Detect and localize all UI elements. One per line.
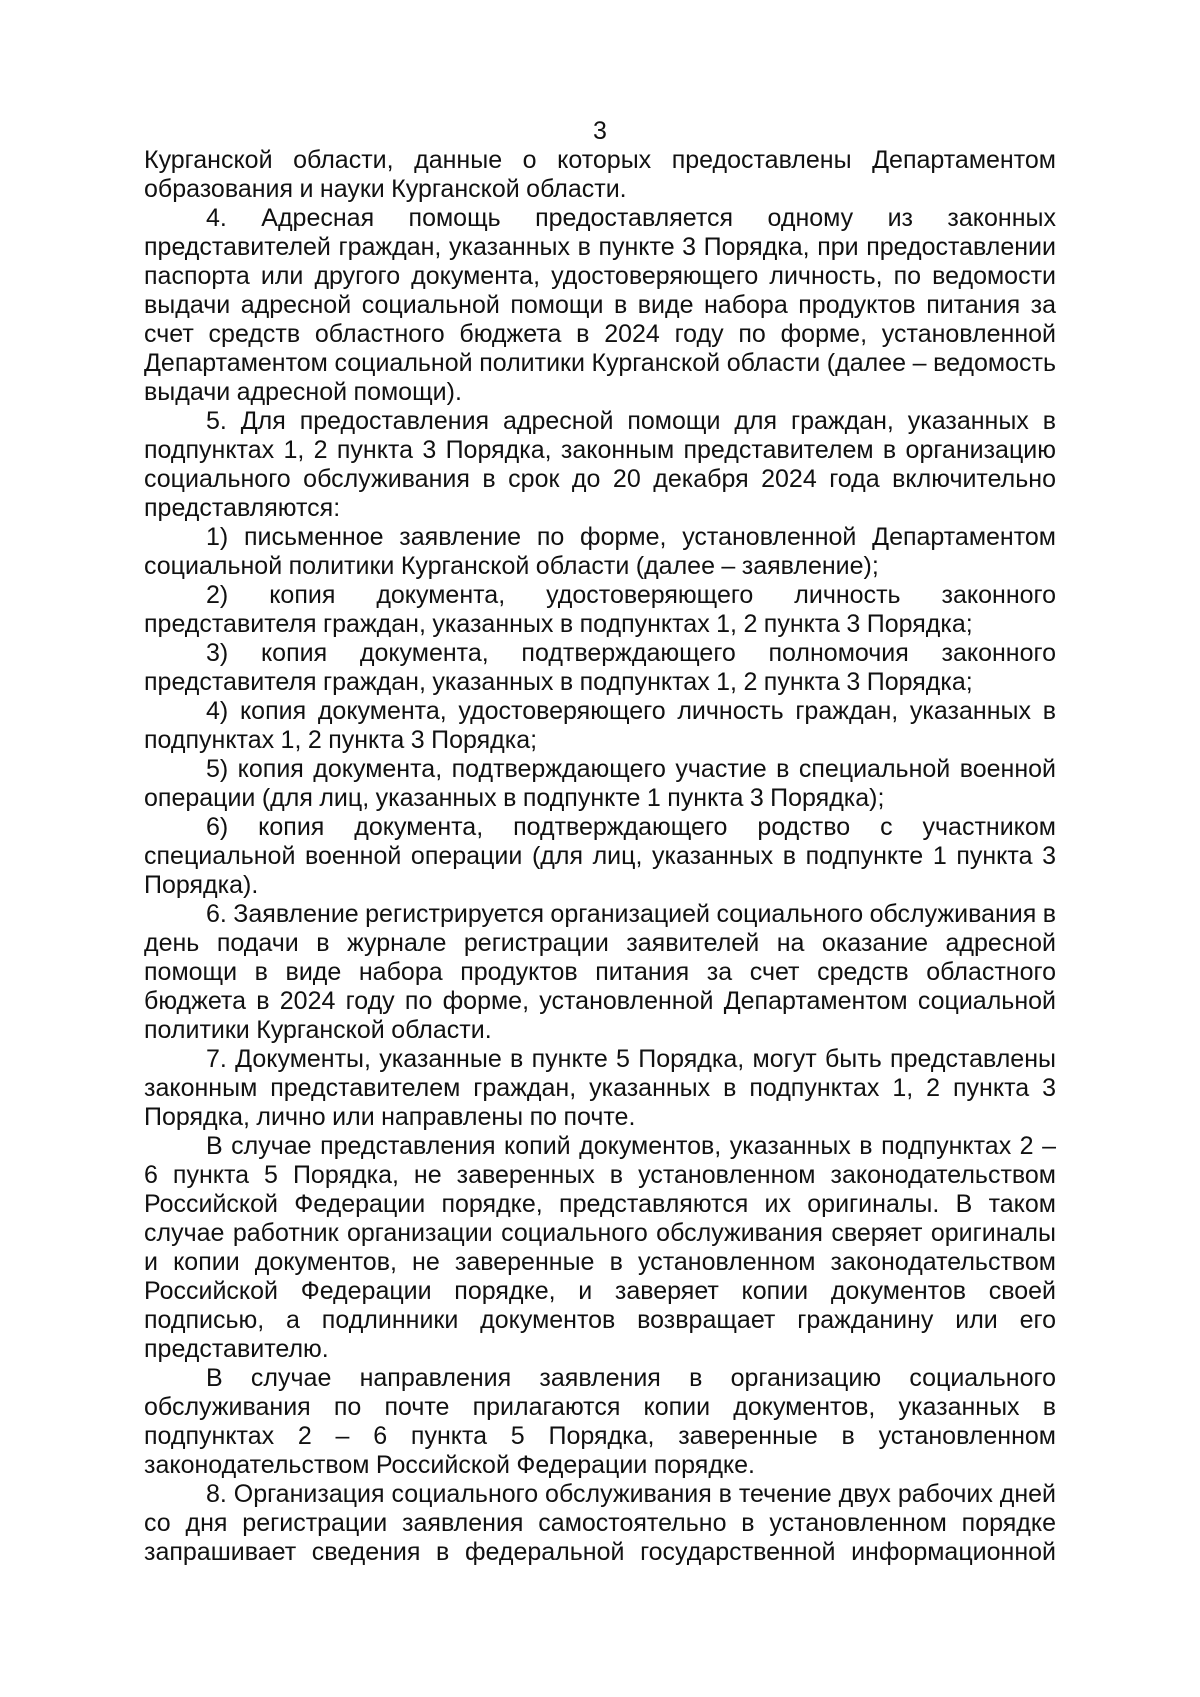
paragraph-mail-submission: В случае направления заявления в организацию социального обслуживания по почте прилагаются копии документов, указанных в подпунктах 2 – 6 пункта 5 Порядка, заверенные в установленном законодательством Российской Федерации порядке. — [144, 1364, 1056, 1479]
paragraph-item-5: 5. Для предоставления адресной помощи для граждан, указанных в подпунктах 1, 2 пункта 3 Порядка, законным представителем в организацию социального обслуживания в срок до 20 декабря 2024 года включительно представляются: — [144, 407, 1056, 522]
subitem-5-6: 6) копия документа, подтверждающего родство с участником специальной военной операции (для лиц, указанных в подпункте 1 пункта 3 Порядка). — [144, 813, 1056, 899]
page-number: 3 — [593, 117, 607, 145]
subitem-5-4: 4) копия документа, удостоверяющего личность граждан, указанных в подпунктах 1, 2 пункта 3 Порядка; — [144, 697, 1056, 754]
subitem-5-2: 2) копия документа, удостоверяющего личность законного представителя граждан, указанных в подпунктах 1, 2 пункта 3 Порядка; — [144, 581, 1056, 638]
paragraph-item-8: 8. Организация социального обслуживания в течение двух рабочих дней со дня регистрации заявления самостоятельно в установленном порядке запрашивает сведения в федеральной государственной информационной — [144, 1480, 1056, 1566]
paragraph-continuation: Курганской области, данные о которых предоставлены Департаментом образования и науки Курганской области. — [144, 146, 1056, 203]
paragraph-copies-verification: В случае представления копий документов, указанных в подпунктах 2 – 6 пункта 5 Порядка, не заверенных в установленном законодательством Российской Федерации порядке, представляются их оригиналы. В таком случае работник организации социального обслуживания сверяет оригиналы и копии документов, не заверенные в установленном законодательством Российской Федерации порядке, и заверяет копии документов своей подписью, а подлинники документов возвращает гражданину или его представителю. — [144, 1132, 1056, 1363]
paragraph-item-6: 6. Заявление регистрируется организацией социального обслуживания в день подачи в журнале регистрации заявителей на оказание адресной помощи в виде набора продуктов питания за счет средств областного бюджета в 2024 году по форме, установленной Департаментом социальной политики Курганской области. — [144, 900, 1057, 1044]
document-body — [144, 146, 1056, 1567]
subitem-5-1: 1) письменное заявление по форме, установленной Департаментом социальной политики Курганской области (далее – заявление); — [144, 523, 1056, 580]
paragraph-item-7: 7. Документы, указанные в пункте 5 Порядка, могут быть представлены законным представителем граждан, указанных в подпунктах 1, 2 пункта 3 Порядка, лично или направлены по почте. — [144, 1045, 1056, 1131]
paragraph-item-4: 4. Адресная помощь предоставляется одному из законных представителей граждан, указанных в пункте 3 Порядка, при предоставлении паспорта или другого документа, удостоверяющего личность, по ведомости выдачи адресной социальной помощи в виде набора продуктов питания за счет средств областного бюджета в 2024 году по форме, установленной Департаментом социальной политики Курганской области (далее – ведомость выдачи адресной помощи). — [144, 204, 1056, 406]
subitem-5-3: 3) копия документа, подтверждающего полномочия законного представителя граждан, указанных в подпунктах 1, 2 пункта 3 Порядка; — [144, 639, 1056, 696]
subitem-5-5: 5) копия документа, подтверждающего участие в специальной военной операции (для лиц, указанных в подпункте 1 пункта 3 Порядка); — [144, 755, 1056, 812]
